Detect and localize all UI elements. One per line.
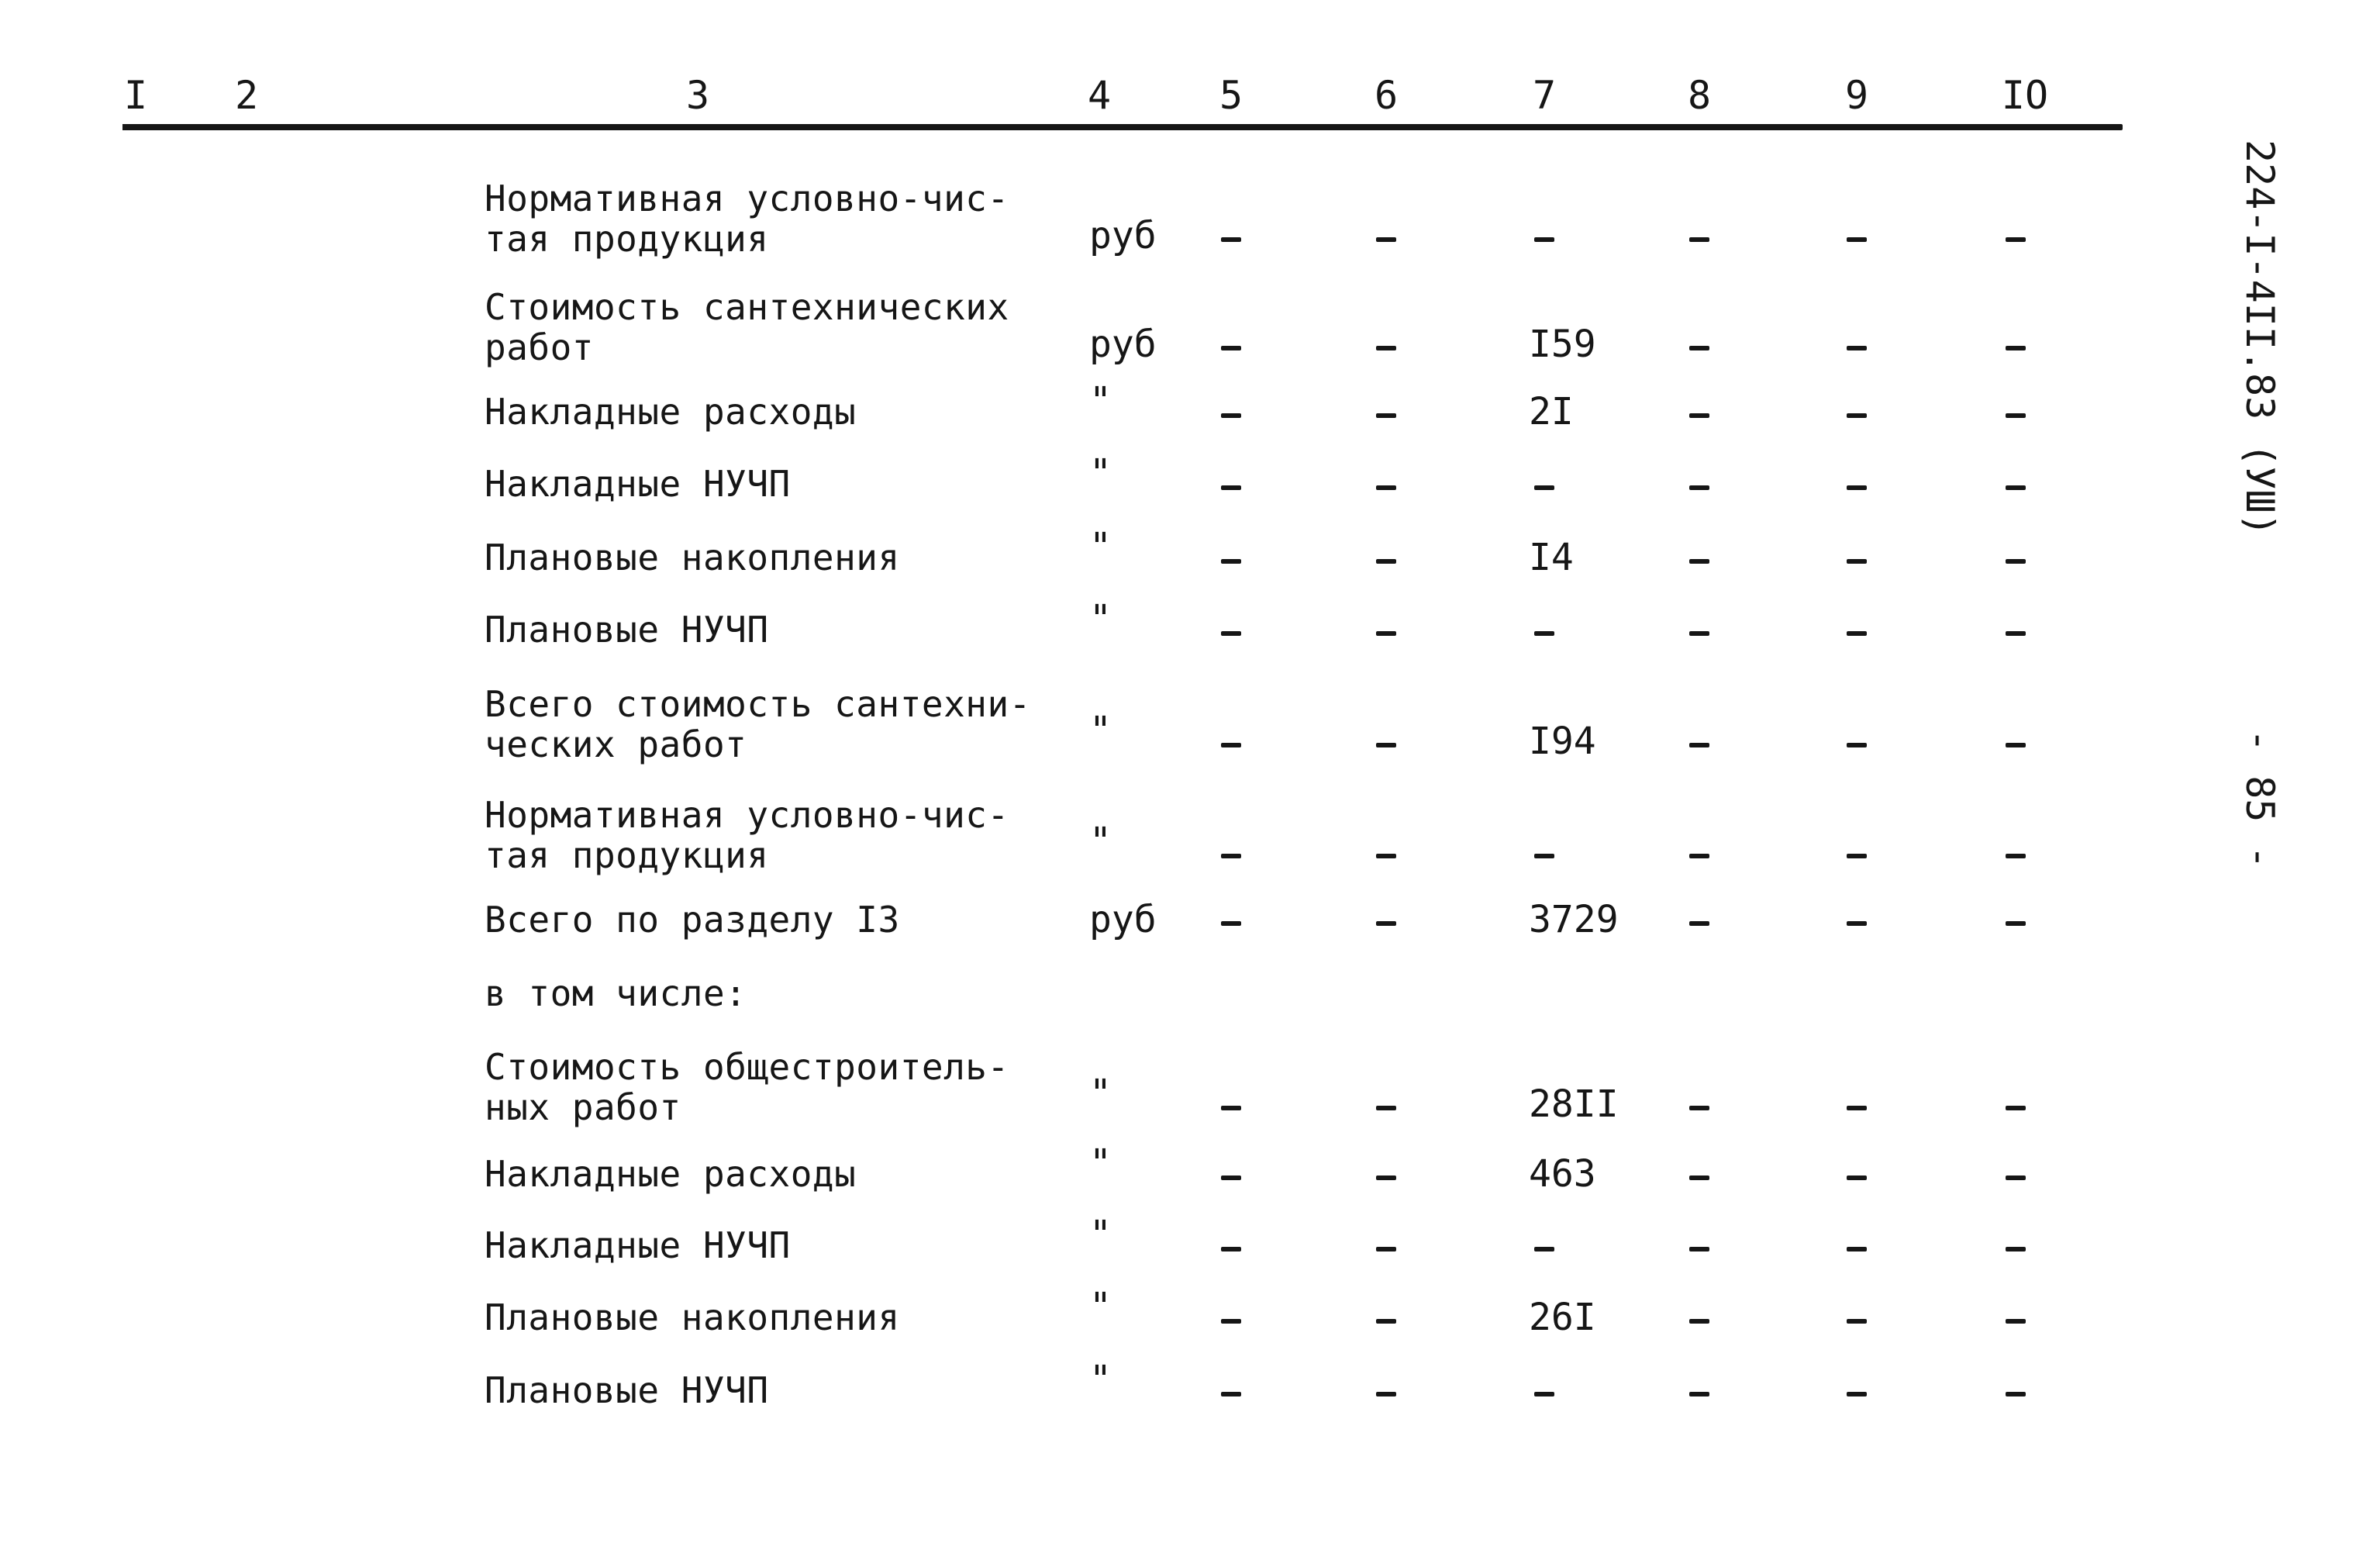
unit-cell: " (1089, 597, 1112, 640)
value-cell: I4 (1529, 536, 1574, 579)
dash-cell (1221, 1176, 1241, 1180)
dash-cell (1376, 413, 1396, 418)
dash-cell (2006, 854, 2026, 858)
value-cell: 2I (1529, 390, 1574, 433)
unit-cell: " (1089, 1285, 1112, 1328)
dash-cell (1689, 485, 1709, 490)
dash-cell (1221, 1392, 1241, 1396)
col-header-4: 4 (1087, 73, 1112, 118)
dash-cell (1221, 346, 1241, 350)
dash-cell (2006, 921, 2026, 926)
dash-cell (1221, 631, 1241, 636)
dash-cell (1689, 1176, 1709, 1180)
dash-cell (1376, 1106, 1396, 1110)
unit-cell: " (1089, 451, 1112, 495)
dash-cell (1376, 1176, 1396, 1180)
dash-cell (1376, 854, 1396, 858)
col-header-1: I (123, 73, 148, 118)
row-label: Плановые НУЧП (485, 1369, 769, 1411)
row-label: в том числе: (485, 972, 747, 1014)
dash-cell (1534, 1392, 1554, 1396)
dash-cell (2006, 1106, 2026, 1110)
dash-cell (1847, 559, 1867, 564)
unit-cell: руб (1089, 898, 1157, 941)
value-cell: 3729 (1529, 898, 1619, 941)
dash-cell (1847, 743, 1867, 747)
row-label: Стоимость общестроитель- ных работ (485, 1046, 1009, 1128)
row-label: Плановые накопления (485, 1296, 900, 1338)
dash-cell (1534, 237, 1554, 242)
col-header-8: 8 (1687, 73, 1712, 118)
document-code: 224-I-4II.83 (УШ) (2237, 140, 2282, 537)
dash-cell (1376, 237, 1396, 242)
dash-cell (2006, 485, 2026, 490)
unit-cell: " (1089, 1141, 1112, 1185)
dash-cell (1847, 854, 1867, 858)
dash-cell (2006, 1392, 2026, 1396)
value-cell: I94 (1529, 720, 1596, 763)
col-header-9: 9 (1844, 73, 1869, 118)
dash-cell (1221, 921, 1241, 926)
page-number: - 85 - (2237, 729, 2282, 869)
dash-cell (1221, 485, 1241, 490)
dash-cell (2006, 631, 2026, 636)
dash-cell (1534, 854, 1554, 858)
dash-cell (1221, 559, 1241, 564)
dash-cell (1689, 631, 1709, 636)
dash-cell (2006, 559, 2026, 564)
unit-cell: " (1089, 1213, 1112, 1256)
dash-cell (1847, 485, 1867, 490)
dash-cell (2006, 1247, 2026, 1251)
row-label: Стоимость сантехнических работ (485, 286, 1009, 368)
dash-cell (1221, 413, 1241, 418)
col-1-underline (122, 124, 153, 130)
dash-cell (1376, 346, 1396, 350)
value-cell: I59 (1529, 323, 1596, 366)
dash-cell (2006, 1176, 2026, 1180)
col-header-7: 7 (1532, 73, 1557, 118)
dash-cell (2006, 1319, 2026, 1324)
dash-cell (1689, 1106, 1709, 1110)
dash-cell (1689, 237, 1709, 242)
row-label: Нормативная условно-чис- тая продукция (485, 178, 1009, 260)
unit-cell: " (1089, 379, 1112, 423)
unit-cell: " (1089, 525, 1112, 568)
dash-cell (1376, 1392, 1396, 1396)
header-rule (122, 124, 2123, 130)
dash-cell (1689, 413, 1709, 418)
dash-cell (1689, 1319, 1709, 1324)
dash-cell (1376, 485, 1396, 490)
dash-cell (2006, 237, 2026, 242)
row-label: Плановые накопления (485, 537, 900, 578)
dash-cell (1847, 631, 1867, 636)
col-header-6: 6 (1374, 73, 1399, 118)
dash-cell (1689, 559, 1709, 564)
unit-cell: руб (1089, 323, 1157, 366)
col-header-5: 5 (1219, 73, 1243, 118)
dash-cell (1534, 631, 1554, 636)
value-cell: 28II (1529, 1082, 1619, 1126)
dash-cell (1534, 1247, 1554, 1251)
value-cell: 26I (1529, 1296, 1596, 1339)
dash-cell (1847, 1392, 1867, 1396)
dash-cell (2006, 743, 2026, 747)
row-label: Плановые НУЧП (485, 609, 769, 651)
dash-cell (1221, 743, 1241, 747)
dash-cell (1847, 921, 1867, 926)
dash-cell (1221, 1106, 1241, 1110)
dash-cell (1689, 346, 1709, 350)
dash-cell (1847, 346, 1867, 350)
dash-cell (1689, 1247, 1709, 1251)
row-label: Всего стоимость сантехни- ческих работ (485, 683, 1031, 765)
dash-cell (1689, 1392, 1709, 1396)
dash-cell (1221, 237, 1241, 242)
unit-cell: руб (1089, 214, 1157, 257)
unit-cell: " (1089, 1358, 1112, 1401)
dash-cell (1376, 631, 1396, 636)
dash-cell (1221, 854, 1241, 858)
dash-cell (1847, 1319, 1867, 1324)
dash-cell (1376, 743, 1396, 747)
dash-cell (1847, 413, 1867, 418)
col-header-2: 2 (234, 73, 259, 118)
dash-cell (1376, 921, 1396, 926)
dash-cell (1847, 1176, 1867, 1180)
unit-cell: " (1089, 1072, 1112, 1115)
dash-cell (1847, 1106, 1867, 1110)
dash-cell (1376, 1247, 1396, 1251)
dash-cell (1221, 1319, 1241, 1324)
row-label: Накладные НУЧП (485, 1224, 791, 1266)
unit-cell: " (1089, 820, 1112, 863)
row-label: Накладные НУЧП (485, 463, 791, 505)
dash-cell (1689, 921, 1709, 926)
col-header-3: 3 (685, 73, 710, 118)
dash-cell (1534, 485, 1554, 490)
dash-cell (1847, 1247, 1867, 1251)
dash-cell (1689, 854, 1709, 858)
row-label: Накладные расходы (485, 391, 857, 433)
dash-cell (2006, 413, 2026, 418)
row-label: Накладные расходы (485, 1153, 857, 1195)
value-cell: 463 (1529, 1152, 1596, 1196)
row-label: Всего по разделу I3 (485, 899, 900, 941)
dash-cell (1376, 559, 1396, 564)
unit-cell: " (1089, 709, 1112, 752)
row-label: Нормативная условно-чис- тая продукция (485, 794, 1009, 876)
col-header-10: IO (2001, 73, 2049, 118)
dash-cell (1376, 1319, 1396, 1324)
dash-cell (1221, 1247, 1241, 1251)
dash-cell (1689, 743, 1709, 747)
dash-cell (2006, 346, 2026, 350)
dash-cell (1847, 237, 1867, 242)
